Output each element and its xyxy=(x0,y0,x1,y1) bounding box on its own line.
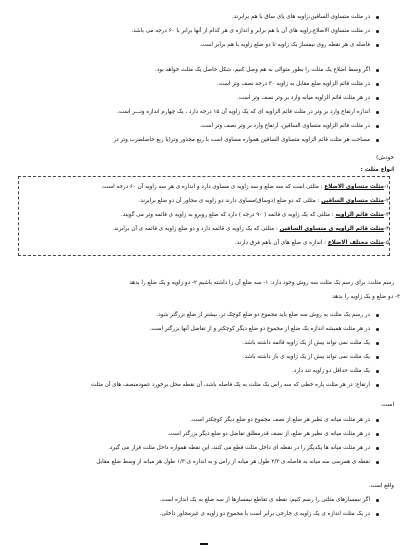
draw-methods-line: رسم مثلث: برای رسم یک مثلث سه روش وجود دارد: ۱- سه ضلع آن را داشته باشیم ۲- دو زاویه و یک ضلع را بدهد xyxy=(129,280,394,286)
type-name: مثلث قائم الزاویه ی متساوی الساقین xyxy=(279,226,384,232)
type-row: ۳-مثلث قائم الزاویه : مثلثی که یک زاویه ی قائمه ( ۹۰ درجه ) دارد که ضلع روبرو به زاویه ی قائمه وتر می گویند. xyxy=(120,212,389,218)
list-item: در مثلث قائم الزاویه ضلع مقابل به زاویه ۳۰ درجه نصف وتر است. xyxy=(18,80,380,88)
section-heading: انواع مثلث : xyxy=(360,167,394,173)
continued-text: است. xyxy=(380,402,394,408)
side-rule-list xyxy=(18,311,380,389)
list-item: مساحت هر مثلث قائم الزاویه متساوی الساقین همواره مساوی است با ربع مجذور وتر(یا ربع حاصلضرب وتر در xyxy=(18,136,380,144)
type-desc: : مثلثی است که سه ضلع و سه زاویه ی مساوی دارد و اندازه ی هر سه زاویه آن ۶۰ درجه است. xyxy=(101,184,323,190)
top-fact-list xyxy=(18,13,380,49)
list-item: ارتفاع: در هر مثلث پاره خطی که سه رأس یک مثلث به یک فاصله باشد، آن نقطه محل برخورد عمودمنصف های آن مثلث xyxy=(18,381,380,389)
list-item: در هر مثلث میانه ها یکدیگر را در نقطه ای داخل مثلث قطع می کنند، این نقطه همواره داخل مثلث قرار می گیرد. xyxy=(18,444,380,452)
type-name: مثلث قائم الزاویه xyxy=(335,212,384,218)
list-item: در مثلث متساوی الاضلاع،زاویه های آن با هم برابر و اندازه ی هر کدام از آنها برابر با ۶۰ درجه می باشد. xyxy=(18,27,380,35)
list-item: یک مثلث نمی تواند بیش از یک زاویه قائمه داشته باشد. xyxy=(18,339,380,347)
type-name: مثلث متساوی الاضلاع xyxy=(324,184,384,190)
list-item: در هر مثلث میانه ی نظیر هر ضلع، از نصف قدرمطلق تفاضل دو ضلع دیگر بزرگتر است. xyxy=(18,430,380,438)
type-desc: : مثلثی که یک زاویه ی قائمه ( ۹۰ درجه ) دارد که ضلع روبرو به زاویه ی قائمه وتر می گویند. xyxy=(120,212,334,218)
list-item: در هر مثلث میانه ی نظیر هر ضلع از نصف مجموع دو ضلع دیگر کوچکتر است. xyxy=(18,416,380,424)
draw-methods-line: ۳- دو ضلع و یک زاویه را بدهد xyxy=(332,294,400,300)
continued-text: خودش) xyxy=(376,155,394,161)
list-item: در هر مثلث همیشه اندازه یک ضلع از مجموع دو ضلع دیگر کوچکتر و از تفاضل آنها بزرگتر است. xyxy=(18,325,380,333)
page-marker xyxy=(200,543,208,545)
list-item: فاصله ی هر نقطه روی نیمساز یک زاویه تا دو ضلع زاویه با هم برابر است. xyxy=(18,41,380,49)
type-desc: : مثلثی که دو ضلع (دوساق)مساوی دارند دو زاویه ی مجاور آن دو ضلع برابرند. xyxy=(138,198,320,204)
triangle-types-box xyxy=(18,176,390,256)
type-row: ۲-مثلث متساوی الساقین : مثلثی که دو ضلع (دوساق)مساوی دارند دو زاویه ی مجاور آن دو ضلع برابرند. xyxy=(138,198,389,204)
type-name: مثلث مختلف الاضلاع xyxy=(327,240,384,246)
list-item: در یک مثلث اندازه ی یک زاویه ی خارجی برابر است با مجموع دو زاویه ی غیرمجاور داخلی. xyxy=(18,510,380,518)
list-item: یک مثلث حداقل دو زاویه تند دارد. xyxy=(18,367,380,375)
type-row: ۴-مثلث قائم الزاویه ی متساوی الساقین : مثلثی که یک زاویه ی قائمه دارد و دو ضلع زاویه ی قائمه ی آن برابرند. xyxy=(112,226,389,232)
angle-rule-list xyxy=(18,496,380,518)
list-item: در هر مثلث قائم الزاویه میانه وارد بر وتر نصف وتر است. xyxy=(18,94,380,102)
median-rule-list xyxy=(18,416,380,466)
continued-text: واقع است. xyxy=(368,483,394,489)
type-name: مثلث متساوی الساقین xyxy=(321,198,384,204)
list-item: نقطه ی همرسی سه میانه به فاصله ی ۲/۳ طول هر میانه از رأس و به اندازه ی ۱/۳ طول هر میانه از وسط ضلع مقابل xyxy=(18,458,380,466)
list-item: در مثلث قائم الزاویه متساوی الساقین، ارتفاع وارد بر وتر نصف وتر است. xyxy=(18,122,380,130)
list-item: اندازه ارتفاع وارد بر وتر در مثلث قائم الزاویه ای که یک زاویه آن ۱۵ درجه دارد ، یک چهارم اندازه وتـــر است. xyxy=(18,108,380,116)
type-row: ۵-مثلث مختلف الاضلاع : اندازه ی ضلع های آن باهم فرق دارند. xyxy=(234,240,389,246)
triangle-property-list xyxy=(18,66,380,144)
type-desc: : مثلثی که یک زاویه ی قائمه دارد و دو ضلع زاویه ی قائمه ی آن برابرند. xyxy=(112,226,278,232)
list-item: در رسم یک مثلث به روش سه ضلع باید مجموع دو ضلع کوچک تر، بیشتر از ضلع بزرگتر شود. xyxy=(18,311,380,319)
list-item: اگر نیمسازهای مثلثی را رسم کنیم، نقطه ی تقاطع نیمسازها از سه ضلع به یک اندازه است. xyxy=(18,496,380,504)
list-item: در مثلث متساوی الساقین،زاویه های پای ساق با هم برابرند. xyxy=(18,13,380,21)
type-desc: : اندازه ی ضلع های آن باهم فرق دارند. xyxy=(234,240,327,246)
list-item: اگر وسط اضلاع یک مثلث را بطور متوالی به هم وصل کنیم، شکل حاصل یک مثلث خواهد بود. xyxy=(18,66,380,74)
list-item: یک مثلث نمی تواند بیش از یک زاویه ی باز داشته باشد. xyxy=(18,353,380,361)
type-row: ۱-مثلث متساوی الاضلاع : مثلثی است که سه ضلع و سه زاویه ی مساوی دارد و اندازه ی هر سه زاویه آن ۶۰ درجه است. xyxy=(101,184,389,190)
